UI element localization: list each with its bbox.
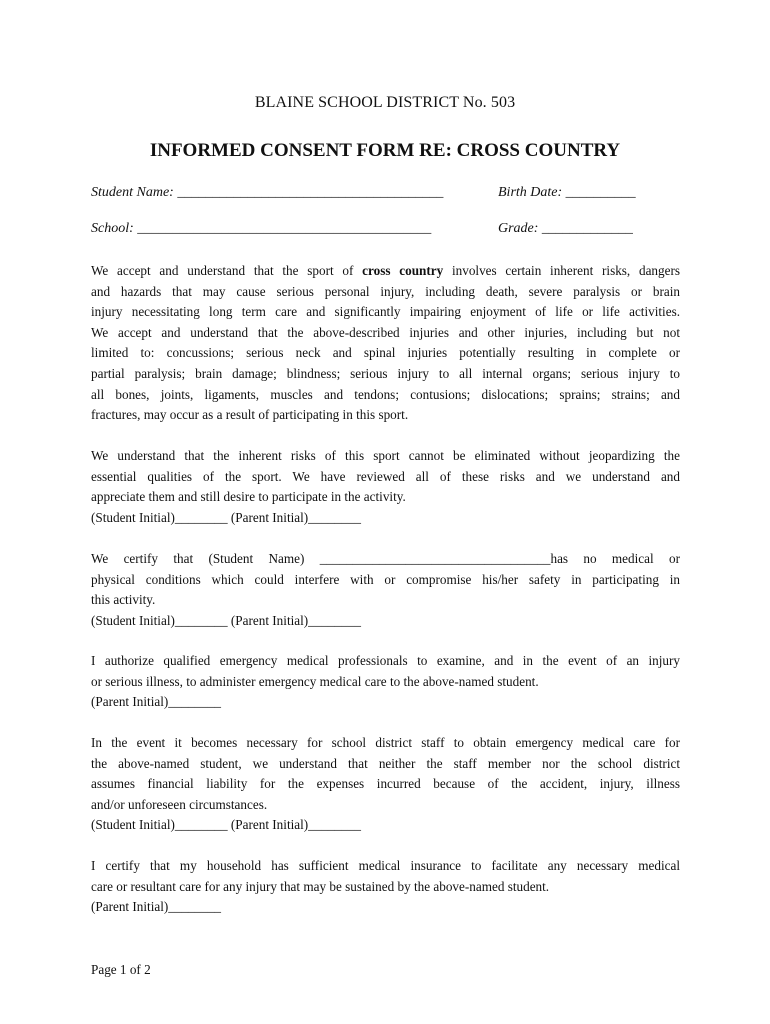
school-field[interactable]: School: __________________________________________ (91, 221, 432, 236)
paragraph-line: assumes financial liability for the expenses incurred because of the accident, injury, illness (91, 776, 680, 792)
paragraph-line: care or resultant care for any injury that may be sustained by the above-named student. (91, 878, 550, 894)
paragraph-line: partial paralysis; brain damage; blindness; serious injury to all internal organs; serious injury to (91, 365, 680, 381)
paragraph-line: this activity. (91, 592, 156, 608)
paragraph-line: injury necessitating long term care and significantly impairing enjoyment of life or life activities. (91, 304, 680, 320)
student-name-field[interactable]: Student Name: ______________________________________ (91, 185, 444, 200)
emergency-authorization-paragraph (91, 651, 680, 713)
initials-line[interactable]: (Student Initial)________ (Parent Initial)________ (91, 612, 361, 628)
initials-line[interactable]: (Student Initial)________ (Parent Initial)________ (91, 817, 361, 833)
paragraph-line: all bones, joints, ligaments, muscles and tendons; contusions; dislocations; sprains; strains; and (91, 386, 680, 402)
medical-certification-paragraph (91, 549, 680, 631)
birth-date-field[interactable]: Birth Date: __________ (498, 185, 636, 200)
paragraph-line: and hazards that may cause serious personal injury, including death, severe paralysis or brain (91, 283, 680, 299)
paragraph-line: We understand that the inherent risks of this sport cannot be eliminated without jeopardizing the (91, 448, 680, 463)
paragraph-line: appreciate them and still desire to participate in the activity. (91, 489, 406, 505)
paragraph-line: I certify that my household has sufficient medical insurance to facilitate any necessary medical (91, 858, 680, 873)
grade-field[interactable]: Grade: _____________ (498, 221, 633, 236)
sport-name: cross country (362, 263, 444, 278)
paragraph-line: fractures, may occur as a result of participating in this sport. (91, 407, 409, 423)
paragraph-line: In the event it becomes necessary for school district staff to obtain emergency medical care for (91, 735, 680, 750)
paragraph-line: and/or unforeseen circumstances. (91, 796, 268, 812)
paragraph-line: limited to: concussions; serious neck and spinal injuries potentially resulting in complete or (91, 345, 680, 361)
financial-liability-paragraph (91, 733, 680, 836)
risk-acknowledgement-paragraph (91, 261, 680, 426)
paragraph-line: or serious illness, to administer emergency medical care to the above-named student. (91, 673, 539, 689)
initials-line[interactable]: (Student Initial)________ (Parent Initial)________ (91, 509, 361, 525)
paragraph-line: We accept and understand that the sport of cross country involves certain inherent risks, dangers (91, 263, 680, 278)
paragraph-line: We certify that (Student Name) ___________________________________has no medical or (91, 551, 680, 566)
form-title: INFORMED CONSENT FORM RE: CROSS COUNTRY (149, 140, 621, 161)
insurance-certification-paragraph (91, 856, 680, 918)
page-number: Page 1 of 2 (91, 962, 151, 977)
initials-line[interactable]: (Parent Initial)________ (91, 899, 222, 915)
paragraph-line: I authorize qualified emergency medical professionals to examine, and in the event of an injury (91, 653, 680, 668)
paragraph-line: essential qualities of the sport. We have reviewed all of these risks and we understand and (91, 468, 680, 484)
district-name: BLAINE SCHOOL DISTRICT No. 503 (254, 94, 516, 111)
initials-line[interactable]: (Parent Initial)________ (91, 694, 222, 710)
paragraph-line: the above-named student, we understand that neither the staff member nor the school district (91, 755, 680, 771)
inherent-risks-paragraph (91, 446, 680, 528)
paragraph-line: physical conditions which could interfere with or compromise his/her safety in participating in (91, 571, 680, 587)
paragraph-line: We accept and understand that the above-described injuries and other injuries, including but not (91, 324, 680, 340)
